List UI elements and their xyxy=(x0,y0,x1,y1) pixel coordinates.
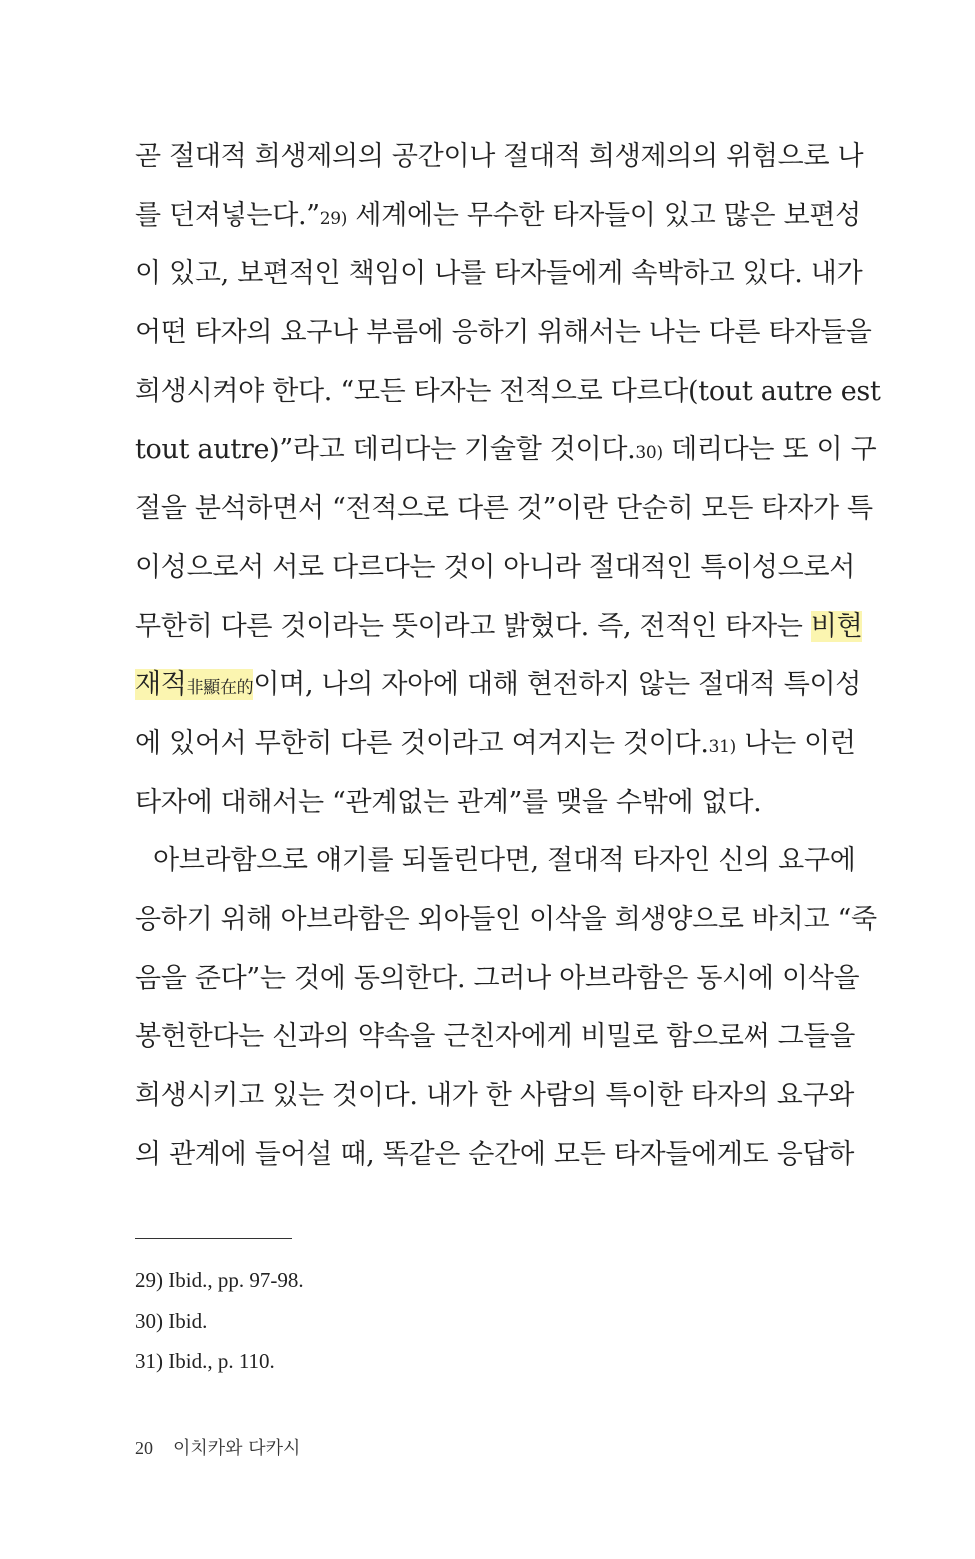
text-line xyxy=(135,245,863,304)
text-line xyxy=(135,774,840,833)
text-span: tout autre)”라고 데리다는 기술할 것이다. xyxy=(135,434,636,466)
text-span: 타자에 대해서는 “관계없는 관계”를 맺을 수밖에 없다. xyxy=(135,786,762,818)
text-span: 봉헌한다는 신과의 약속을 근친자에게 비밀로 함으로써 그들을 xyxy=(135,1021,856,1053)
text-line xyxy=(135,1067,855,1126)
footnote-30: 30) Ibid. xyxy=(135,1308,208,1333)
text-line xyxy=(135,950,860,1009)
hanja-gloss: 非顯在的 xyxy=(186,678,254,699)
text-line xyxy=(135,598,863,657)
footnote-ref-31[interactable]: 31) xyxy=(708,736,736,757)
highlighted-text[interactable] xyxy=(135,669,253,700)
body-text xyxy=(135,128,881,1184)
text-line xyxy=(135,656,862,715)
text-span: 희생시켜야 한다. “모든 타자는 전적으로 다르다(tout autre est xyxy=(135,375,881,407)
text-span: 이성으로서 서로 다르다는 것이 아니라 절대적인 특이성으로서 xyxy=(135,551,856,583)
running-title: 이치카와 다카시 xyxy=(173,1438,301,1459)
footnote-ref-29[interactable]: 29) xyxy=(319,208,348,229)
highlighted-text[interactable]: 비현 xyxy=(810,610,863,642)
text-span: 에 있어서 무한히 다른 것이라고 여겨지는 것이다. xyxy=(135,727,709,759)
text-span: 의 관계에 들어설 때, 똑같은 순간에 모든 타자들에게도 응답하 xyxy=(135,1138,855,1170)
text-span: 이 있고, 보편적인 책임이 나를 타자들에게 속박하고 있다. 내가 xyxy=(135,258,863,290)
text-span: 희생시키고 있는 것이다. 내가 한 사람의 특이한 타자의 요구와 xyxy=(135,1080,855,1111)
text-span: 이며, 나의 자아에 대해 현전하지 않는 절대적 특이성 xyxy=(253,669,862,701)
text-span: 아브라함으로 얘기를 되돌린다면, 절대적 타자인 신의 요구에 xyxy=(153,845,856,877)
text-span: 를 던져넣는다.” xyxy=(135,199,320,231)
text-line xyxy=(135,539,856,598)
footnote-29: 29) Ibid., pp. 97-98. xyxy=(135,1268,304,1292)
text-span: 절을 분석하면서 “전적으로 다른 것”이란 단순히 모든 타자가 특 xyxy=(135,493,873,525)
text-span: 세계에는 무수한 타자들이 있고 많은 보편성 xyxy=(347,199,861,231)
text-line xyxy=(135,715,856,774)
text-span: 음을 준다”는 것에 동의한다. 그러나 아브라함은 동시에 이삭을 xyxy=(135,962,860,994)
footnote-divider xyxy=(135,1238,292,1239)
text-line xyxy=(135,421,877,480)
text-line xyxy=(135,363,881,422)
text-line xyxy=(135,1008,856,1067)
text-line xyxy=(135,187,861,246)
text-line xyxy=(135,1126,855,1185)
text-span: 응하기 위해 아브라함은 외아들인 이삭을 희생양으로 바치고 “죽 xyxy=(135,903,877,935)
page-number: 20 xyxy=(135,1438,153,1458)
text-span: 데리다는 또 이 구 xyxy=(662,434,877,466)
text-line xyxy=(135,480,873,539)
text-line xyxy=(135,891,877,950)
paragraph-start-line xyxy=(135,832,856,891)
footnotes xyxy=(135,1260,635,1382)
text-span: 무한히 다른 것이라는 뜻이라고 밝혔다. 즉, 전적인 타자는 xyxy=(135,610,811,642)
page-footer xyxy=(135,1434,300,1462)
highlighted-word: 재적 xyxy=(135,669,187,701)
text-line xyxy=(135,304,872,363)
text-span: 곧 절대적 희생제의의 공간이나 절대적 희생제의의 위험으로 나 xyxy=(135,141,864,172)
text-span: 나는 이런 xyxy=(736,727,856,759)
text-span: 어떤 타자의 요구나 부름에 응하기 위해서는 나는 다른 타자들을 xyxy=(135,317,872,349)
footnote-ref-30[interactable]: 30) xyxy=(635,443,663,464)
footnote-31: 31) Ibid., p. 110. xyxy=(135,1349,275,1373)
text-line xyxy=(135,128,864,187)
